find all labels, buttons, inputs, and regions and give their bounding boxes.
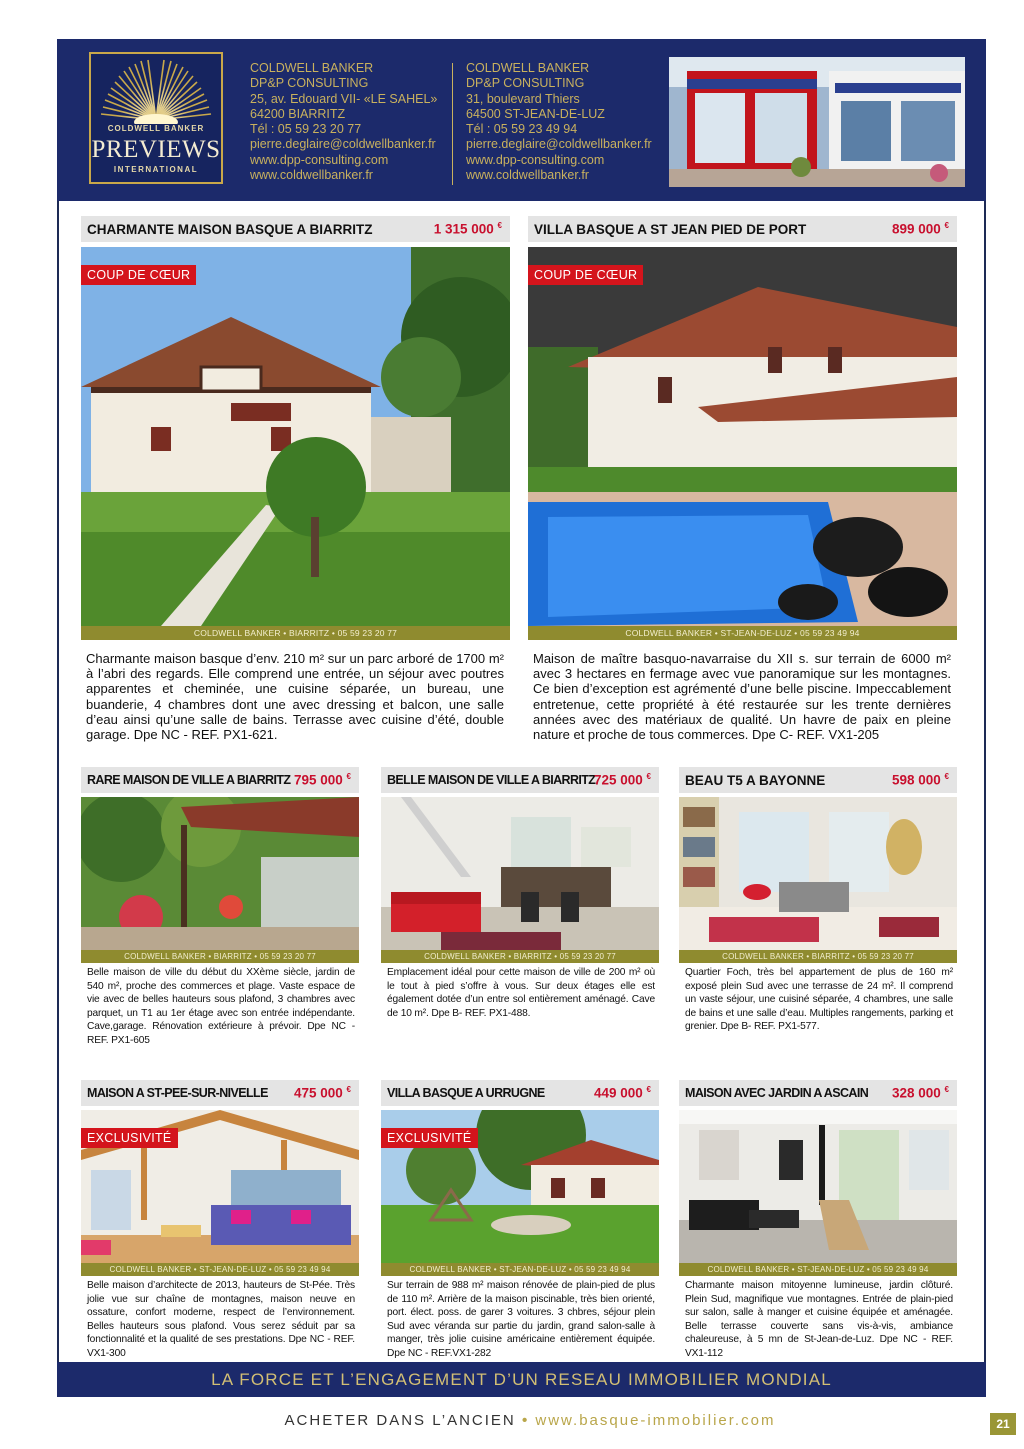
listing-photo <box>81 247 510 626</box>
contact-line: 64500 ST-JEAN-DE-LUZ <box>466 106 605 121</box>
listing-photo <box>679 1110 957 1263</box>
contact-website-link[interactable]: www.coldwellbanker.fr <box>466 168 589 183</box>
listing-badge: COUP DE CŒUR <box>81 265 196 285</box>
contact-line: COLDWELL BANKER <box>466 61 590 75</box>
logo-brand-line: COLDWELL BANKER <box>107 124 205 133</box>
contact-email-link[interactable]: pierre.deglaire@coldwellbanker.fr <box>466 137 652 152</box>
logo-name: PREVIEWS <box>91 136 221 163</box>
listing-title: VILLA BASQUE A ST JEAN PIED DE PORT <box>534 222 807 237</box>
listing-title-bar <box>81 216 510 242</box>
listing-title-bar <box>528 216 957 242</box>
listing-badge: EXCLUSIVITÉ <box>81 1128 178 1148</box>
agency-storefront-photo <box>669 57 965 187</box>
listing-price: 598 000 € <box>891 772 949 788</box>
listing-price: 725 000 € <box>593 772 651 788</box>
sunburst-icon <box>91 54 221 124</box>
listing-agency-caption: COLDWELL BANKER • ST-JEAN-DE-LUZ • 05 59 23 49 94 <box>81 1263 359 1276</box>
page-number: 21 <box>990 1413 1016 1435</box>
magazine-footer <box>250 1412 810 1429</box>
listing-description: Charmante maison mitoyenne lumineuse, jardin clôturé. Plein Sud, magnifique vue montagnes. Entrée de plain-pied sur salon, salle à manger et cuisine équipée et aménagée. Belle terrasse couverte sans vis-à-vis, ambiance chaleureuse, à 5 mn de St-Jean-de-Luz. Dpe NC - REF. VX1-112 <box>685 1280 953 1359</box>
contact-website-link[interactable]: www.dpp-consulting.com <box>250 152 389 167</box>
listing-photo <box>679 797 957 950</box>
listing-title: BEAU T5 A BAYONNE <box>685 773 826 788</box>
listing-photo <box>528 247 957 626</box>
listing-title: VILLA BASQUE A URRUGNE <box>387 1086 545 1100</box>
header-divider <box>452 63 453 185</box>
listing-agency-caption: COLDWELL BANKER • ST-JEAN-DE-LUZ • 05 59 23 49 94 <box>679 1263 957 1276</box>
listing-agency-caption: COLDWELL BANKER • BIARRITZ • 05 59 23 20 77 <box>381 950 659 963</box>
agency-stjean-contact <box>466 61 652 183</box>
listing-title-bar <box>679 767 957 793</box>
listing-title: BELLE MAISON DE VILLE A BIARRITZ <box>387 773 596 787</box>
listing-description: Belle maison de ville du début du XXème siècle, jardin de 540 m², proche des commerces et plage. Vaste espace de vie avec de belles hauteurs sous plafond, 3 chambres avec parquet, un T1 au 1er étage avec son entrée indépendante. Cave,garage. Rénovation extérieure à prévoir. Dpe NC - REF. PX1-605 <box>87 967 355 1046</box>
listing-photo <box>81 797 359 950</box>
listing-title-bar <box>381 1080 659 1106</box>
listing-title-bar <box>679 1080 957 1106</box>
listing-description: Charmante maison basque d’env. 210 m² sur un parc arboré de 1700 m² à l’abri des regards. Elle comprend une entrée, un séjour avec poutres apparentes et cheminée, une cuisine séparée, un bureau, une buanderie, 4 chambres dont une avec dressing et balcon, une salle d’eau ainsi qu’une salle de bains. Terrasse avec cuisine d’été, double garage. Dpe NC - REF. PX1-621. <box>86 651 504 743</box>
listing-badge: COUP DE CŒUR <box>528 265 643 285</box>
listing-title: CHARMANTE MAISON BASQUE A BIARRITZ <box>87 222 373 237</box>
contact-line: 25, av. Edouard VII- «LE SAHEL» <box>250 91 438 106</box>
listing-agency-caption: COLDWELL BANKER • BIARRITZ • 05 59 23 20 77 <box>679 950 957 963</box>
previews-logo <box>89 52 223 184</box>
website-link[interactable]: www.basque-immobilier.com <box>535 1412 776 1429</box>
contact-line: 64200 BIARRITZ <box>250 106 346 121</box>
contact-line: 31, boulevard Thiers <box>466 91 580 106</box>
contact-website-link[interactable]: www.dpp-consulting.com <box>466 152 605 167</box>
listing-photo <box>381 1110 659 1263</box>
listing-price: 449 000 € <box>593 1085 651 1101</box>
listing-description: Emplacement idéal pour cette maison de ville de 200 m² où le tout à pied s’offre à vous. Sur deux étages elle est également dotée d’un entre sol entièrement aménagé. Cave de 10 m². Dpe B- REF. PX1-488. <box>387 967 655 1019</box>
listing-title: MAISON AVEC JARDIN A ASCAIN <box>685 1086 869 1100</box>
listing-photo <box>381 797 659 950</box>
listing-price: 899 000 € <box>891 221 949 237</box>
listing-price: 475 000 € <box>293 1085 351 1101</box>
contact-email-link[interactable]: pierre.deglaire@coldwellbanker.fr <box>250 137 436 152</box>
listing-description: Belle maison d’architecte de 2013, hauteurs de St-Pée. Très jolie vue sur chaîne de montagnes, maison neuve en ossature, confort moderne, respect de l’environnement. Belles hauteurs sous plafond. Vous serez séduit par sa fonctionnalité et la qualité de ses prestations. Dpe NC - REF. VX1-300 <box>87 1280 355 1359</box>
footer-separator: • <box>521 1412 530 1429</box>
contact-line: COLDWELL BANKER <box>250 61 374 75</box>
listing-agency-caption: COLDWELL BANKER • ST-JEAN-DE-LUZ • 05 59 23 49 94 <box>528 626 957 640</box>
magazine-name: ACHETER DANS L’ANCIEN <box>284 1412 516 1429</box>
logo-tagline: INTERNATIONAL <box>113 165 199 174</box>
listing-description: Maison de maître basquo-navarraise du XII s. sur terrain de 6000 m² avec 3 hectares en fermage avec vue panoramique sur les montagnes. Ce bien d’exception est agrémenté d’une belle piscine. Impeccablement entretenue, cette propriété à été restaurée sur les trente dernières années avec des matériaux de qualité. Un havre de paix en pleine nature et proche de tous commerces. Dpe C- REF. VX1-205 <box>533 651 951 743</box>
contact-line: DP&P CONSULTING <box>466 76 585 91</box>
listing-title-bar <box>381 767 659 793</box>
listing-description: Sur terrain de 988 m² maison rénovée de plain-pied de plus de 110 m². Arrière de la maison piscinable, très bien orienté, port. élect. poss. de garer 3 voitures. 3 chbres, séjour plein Sud avec véranda sur partie du jardin, grand salon-salle à manger, très jolie cuisine américaine entièrement équipée. Dpe NC - REF.VX1-282 <box>387 1280 655 1359</box>
listing-price: 328 000 € <box>891 1085 949 1101</box>
listing-price: 1 315 000 € <box>433 221 502 237</box>
listing-title-bar <box>81 767 359 793</box>
listing-price: 795 000 € <box>293 772 351 788</box>
listing-agency-caption: COLDWELL BANKER • BIARRITZ • 05 59 23 20 77 <box>81 950 359 963</box>
listing-title: MAISON A ST-PEE-SUR-NIVELLE <box>87 1086 268 1100</box>
listing-title: RARE MAISON DE VILLE A BIARRITZ <box>87 773 291 787</box>
listing-description: Quartier Foch, très bel appartement de plus de 160 m² exposé plein Sud avec une terrasse de 24 m². Il comprend un vaste séjour, une cuisiné séparée, 4 chambres, une salle de bains et une salle d’eau. Multiples rangements, parking et grenier. Dpe B- REF. PX1-577. <box>685 967 953 1033</box>
agency-header <box>57 39 986 201</box>
listing-photo <box>81 1110 359 1263</box>
contact-phone: Tél : 05 59 23 20 77 <box>250 122 362 137</box>
listing-title-bar <box>81 1080 359 1106</box>
listing-agency-caption: COLDWELL BANKER • BIARRITZ • 05 59 23 20 77 <box>81 626 510 640</box>
contact-phone: Tél : 05 59 23 49 94 <box>466 122 578 137</box>
footer-slogan: LA FORCE ET L’ENGAGEMENT D’UN RESEAU IMMOBILIER MONDIAL <box>57 1362 986 1397</box>
listing-agency-caption: COLDWELL BANKER • ST-JEAN-DE-LUZ • 05 59 23 49 94 <box>381 1263 659 1276</box>
contact-website-link[interactable]: www.coldwellbanker.fr <box>250 168 373 183</box>
agency-biarritz-contact <box>250 61 437 183</box>
listing-badge: EXCLUSIVITÉ <box>381 1128 478 1148</box>
contact-line: DP&P CONSULTING <box>250 76 369 91</box>
